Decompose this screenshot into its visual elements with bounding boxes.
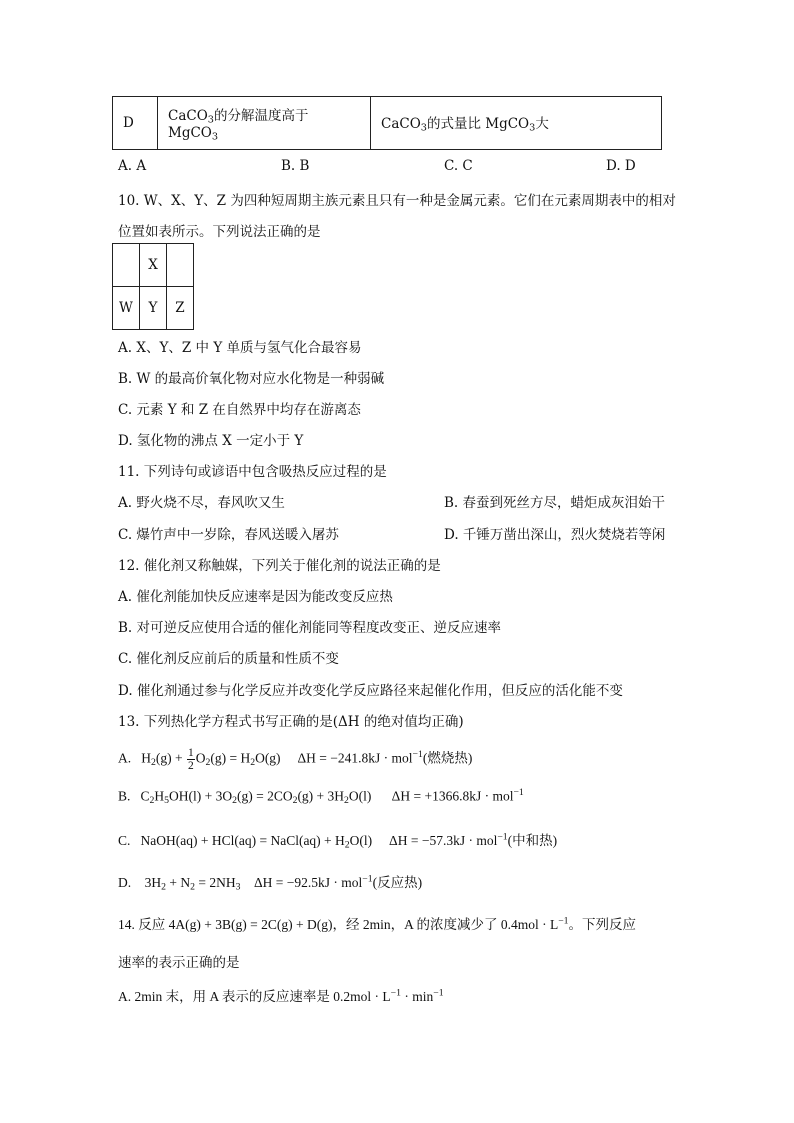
q14-option-a: A. 2min 末，用 A 表示的反应速率是 $0.2mol \cdot L^{-1} \cdot \min^{-1}$ <box>118 987 444 1004</box>
q12-option-c: C. 催化剂反应前后的质量和性质不变 <box>118 651 339 667</box>
cell-explanation: CaCO$_3$的式量比 MgCO$_3$大 <box>371 97 662 150</box>
q11-stem: 11. 下列诗句或谚语中包含吸热反应过程的是 <box>118 464 387 480</box>
q12-option-a: A. 催化剂能加快反应速率是因为能改变反应热 <box>118 589 393 605</box>
q10-option-d: D. 氢化物的沸点 X 一定小于 Y <box>118 433 304 449</box>
table-row <box>113 244 194 287</box>
q9-answer-table <box>112 96 662 150</box>
q13-stem: 13. 下列热化学方程式书写正确的是(ΔH 的绝对值均正确) <box>118 714 464 730</box>
q9-option-d: D. D <box>606 158 636 174</box>
q12-stem: 12. 催化剂又称触媒，下列关于催化剂的说法正确的是 <box>118 558 441 574</box>
q9-option-b: B. B <box>281 158 310 174</box>
grid-cell-empty <box>167 244 194 287</box>
q10-option-b: B. W 的最高价氧化物对应水化物是一种弱碱 <box>118 371 385 387</box>
periodic-position-table <box>112 243 194 330</box>
grid-cell-x: X <box>140 244 167 287</box>
grid-cell-w: W <box>113 287 140 330</box>
cell-reason: CaCO$_3$的分解温度高于 MgCO$_3$ <box>158 97 371 150</box>
q13-option-c: C. NaOH(aq) + HCl(aq) = NaCl(aq) + $H_2O(l)$ ΔH = −57.3kJ · mol$^{-1}$(中和热) <box>118 831 558 851</box>
grid-cell-z: Z <box>167 287 194 330</box>
q10-stem-line2: 位置如表所示。下列说法正确的是 <box>118 224 321 240</box>
fraction-one-half: $\frac{1}{2}$ <box>187 746 194 772</box>
q11-option-c: C. 爆竹声中一岁除，春风送暖入屠苏 <box>118 527 339 543</box>
table-row <box>113 287 194 330</box>
q10-stem-line1: 10. W、X、Y、Z 为四种短周期主族元素且只有一种是金属元素。它们在元素周期表中的相对 <box>118 193 676 209</box>
q12-option-d: D. 催化剂通过参与化学反应并改变化学反应路径来起催化作用，但反应的活化能不变 <box>118 683 623 699</box>
q13-option-b: B. $C_2H_5OH(l) + 3O_2(g) = 2CO_2(g) + 3H_2O(l)$ ΔH = +1366.8kJ · mol$^{-1}$ <box>118 787 524 806</box>
q10-option-a: A. X、Y、Z 中 Y 单质与氢气化合最容易 <box>118 340 362 356</box>
grid-cell-empty <box>113 244 140 287</box>
q11-option-d: D. 千锤万凿出深山，烈火焚烧若等闲 <box>444 527 666 543</box>
q14-stem-line1: 14. 反应 4A(g) + 3B(g) = 2C(g) + D(g)，经 2min，A 的浓度减少了 $0.4mol \cdot L^{-1}$。下列反应 <box>118 915 637 932</box>
table-row <box>113 97 662 150</box>
q13-option-a: A. $H_2(g)$ + $\frac{1}{2}$ $O_2(g) = H_2O(g)$ ΔH = −241.8kJ · mol$^{-1}$(燃烧热) <box>118 746 473 772</box>
q11-option-a: A. 野火烧不尽，春风吹又生 <box>118 495 285 511</box>
q10-option-c: C. 元素 Y 和 Z 在自然界中均存在游离态 <box>118 402 361 418</box>
grid-cell-y: Y <box>140 287 167 330</box>
q9-option-a: A. A <box>118 158 147 174</box>
q14-stem-line2: 速率的表示正确的是 <box>118 955 240 971</box>
q13-option-d: D. $3H_2 + N_2 = 2NH_3$ ΔH = −92.5kJ · mol$^{-1}$(反应热) <box>118 873 423 893</box>
row-label: D <box>113 97 158 150</box>
q11-option-b: B. 春蚕到死丝方尽，蜡炬成灰泪始干 <box>444 495 666 511</box>
q9-option-c: C. C <box>444 158 473 174</box>
q12-option-b: B. 对可逆反应使用合适的催化剂能同等程度改变正、逆反应速率 <box>118 620 502 636</box>
